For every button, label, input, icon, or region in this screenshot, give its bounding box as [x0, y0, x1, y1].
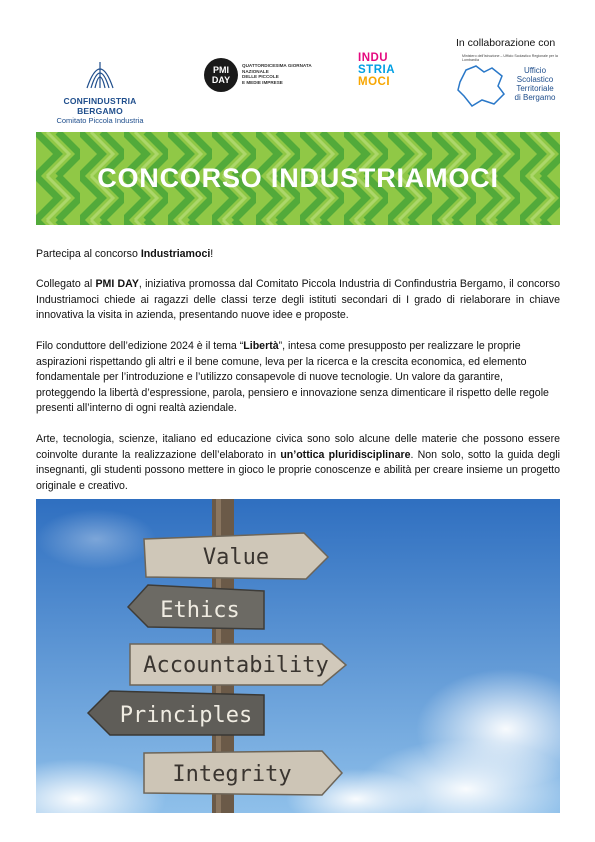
pmi-tagline-line: DELLE PICCOLE: [242, 74, 279, 80]
p3-text: Arte, tecnologia, scienze, italiano ed educazione civica sono solo alcune delle materie che possono essere coinvolte durante la realizzazione dell’elaborato in: [36, 433, 560, 461]
intro-text: Partecipa al concorso: [36, 248, 141, 260]
industriamoci-logo-line: INDU: [358, 52, 389, 64]
industriamoci-logo: [358, 52, 402, 104]
ufficio-name-line: di Bergamo: [514, 93, 556, 102]
p3-text-cont: . Non solo, sotto la guida degli insegnanti, gli studenti possono mettere in gioco le proprie conoscenze e abilità per creare insieme un progetto originale e creativo.: [36, 448, 560, 492]
signpost-accountability: Accountability: [143, 653, 329, 678]
p3-bold: un’ottica pluridisciplinare: [280, 448, 411, 461]
ufficio-scolastico-logo: [450, 54, 560, 108]
confindustria-emblem-icon: [83, 56, 117, 90]
ufficio-name-line: Territoriale: [516, 84, 554, 93]
p1-text-cont: , iniziativa promossa dal Comitato Piccola Industria di Confindustria Bergamo, il concorso Industriamoci chiede ai ragazzi delle classi terze degli istituti secondari di I grado di rielaborare in chiave innovativa la visita in azienda, presentando nuove idee e proposte.: [36, 278, 560, 322]
p2-text: Filo conduttore dell’edizione 2024 è il tema “: [36, 340, 244, 352]
p2-text-cont: ”, intesa come presupposto per realizzare le proprie aspirazioni rispettando gli altri e il bene comune, leva per la ricerca e la crescita economica, ed elemento fondamentale per l’introduzione e l’utilizzo consapevole di nuove tecnologie. Un valore da garantire, proteggendo la libertà d’espressione, parola, pensiero e innovazione senza dimenticare il rispetto delle regole presenti all’interno di ogni realtà aziendale.: [36, 340, 549, 415]
intro-bold: Industriamoci: [140, 248, 211, 260]
ministry-line: Ministero dell'Istruzione – Ufficio Scolastico Regionale per la Lombardia: [462, 54, 558, 62]
signpost-illustration: [36, 499, 560, 813]
intro-paragraph: [36, 247, 560, 263]
lombardy-map-icon: [454, 62, 508, 108]
signpost-photo: [36, 499, 560, 813]
pmi-tagline-line: NAZIONALE: [242, 68, 269, 74]
confindustria-logo: [40, 56, 160, 125]
pmi-day-logo: [204, 58, 314, 98]
confindustria-subtitle: Comitato Piccola Industria: [56, 116, 144, 125]
ufficio-name-line: Ufficio: [523, 66, 547, 75]
pmi-tagline-line: E MEDIE IMPRESE: [242, 79, 283, 85]
p2-bold: Libertà: [243, 340, 279, 352]
pmi-day-badge: [204, 58, 238, 92]
banner-title: CONCORSO INDUSTRIAMOCI: [97, 163, 499, 193]
pmi-badge-line1: PMI: [212, 65, 229, 75]
industriamoci-logo-line: STRIA: [358, 64, 395, 76]
signpost-ethics: Ethics: [160, 598, 240, 623]
collaboration-label: In collaborazione con: [456, 37, 556, 49]
confindustria-name: CONFINDUSTRIA BERGAMO: [63, 96, 137, 116]
pmi-tagline-line: QUATTORDICESIMA GIORNATA: [242, 63, 312, 68]
ufficio-name-line: Scolastico: [516, 75, 554, 84]
pmi-day-tagline: [242, 63, 314, 85]
p1-bold: PMI DAY: [95, 278, 139, 290]
industriamoci-logo-line: MOCI: [358, 76, 391, 88]
paragraph-subjects: [36, 432, 560, 494]
paragraph-pmi-day: [36, 277, 560, 324]
intro-suffix: !: [210, 248, 214, 260]
signpost-value: Value: [202, 545, 270, 570]
p1-text: Collegato al: [36, 278, 96, 290]
signpost-integrity: Integrity: [172, 762, 292, 787]
ufficio-name: [507, 66, 563, 102]
pmi-badge-line2: DAY: [211, 75, 231, 85]
paragraph-theme: [36, 339, 560, 417]
contest-banner: [36, 132, 560, 225]
signpost-principles: Principles: [119, 703, 253, 728]
